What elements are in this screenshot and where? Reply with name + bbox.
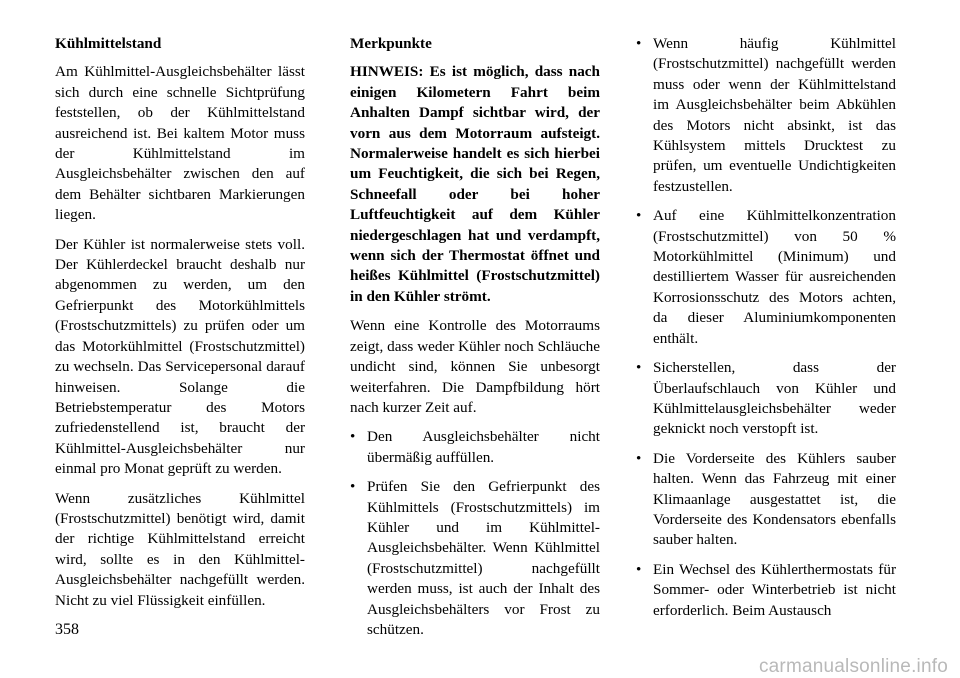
- list-item-text: Ein Wechsel des Kühlerthermostats für Sommer- oder Winterbetrieb ist nicht erforderlich. Beim Austausch: [653, 560, 896, 619]
- paragraph: Am Kühlmittel-Ausgleichsbehälter lässt sich durch eine schnelle Sichtprüfung feststellen, ob der Kühlmittelstand ausreichend ist. Bei kaltem Motor muss der Kühlmittelstand im Ausgleichsbehälter zwischen den auf dem Behälter sichtbaren Markierungen liegen.: [55, 63, 305, 224]
- list-item: [350, 477, 600, 640]
- list-item-text: Den Ausgleichsbehälter nicht übermäßig auffüllen.: [367, 428, 600, 466]
- list-item-text: Wenn häufig Kühlmittel (Frostschutzmittel) nachgefüllt werden muss oder wenn der Kühlmittelstand im Ausgleichsbehälter beim Abkühlen des Motors nicht absinkt, ist das Kühlsystem mittels Drucktest zu prüfen, um eventuelle Undichtigkeiten festzustellen.: [653, 35, 896, 195]
- paragraph: Wenn zusätzliches Kühlmittel (Frostschutzmittel) benötigt wird, damit der richtige Kühlmittelstand erreicht wird, sollte es in den Kühlmittel-Ausgleichsbehälter nachgefüllt werden. Nicht zu viel Flüssigkeit einfüllen.: [55, 489, 305, 609]
- page-number: 358: [55, 621, 79, 638]
- list-item: [636, 449, 896, 551]
- list-item-text: Auf eine Kühlmittelkonzentration (Frostschutzmittel) von 50 % Motorkühlmittel (Minimum) und destilliertem Wasser für ausreichenden Korrosionsschutz des Motors achten, da dieser Aluminiumkomponenten enthält.: [653, 207, 896, 347]
- column-right: [636, 34, 896, 630]
- list-item: [636, 358, 896, 440]
- list-item-text: Die Vorderseite des Kühlers sauber halten. Wenn das Fahrzeug mit einer Klimaanlage ausgestattet ist, die Vorderseite des Kondensators ebenfalls sauber halten.: [653, 449, 896, 549]
- bullet-list: [350, 427, 600, 640]
- bullet-icon: •: [350, 478, 356, 496]
- bullet-icon: •: [636, 560, 642, 578]
- column-middle: [350, 34, 600, 649]
- column-left: [55, 34, 305, 620]
- bullet-icon: •: [636, 207, 642, 225]
- bullet-icon: •: [636, 359, 642, 377]
- watermark-logo: carmanualsonline.info: [758, 656, 948, 677]
- list-item-text: Prüfen Sie den Gefrierpunkt des Kühlmittels (Frostschutzmittels) im Kühler und im Kühlmittel-Ausgleichsbehälter. Wenn Kühlmittel (Frostschutzmittel) nachgefüllt werden muss, ist auch der Inhalt des Ausgleichsbehälters vor Frost zu schützen.: [367, 478, 600, 638]
- bullet-icon: •: [636, 449, 642, 467]
- list-item: [350, 427, 600, 468]
- section-heading-coolant-level: Kühlmittelstand: [55, 35, 162, 52]
- section-heading-key-points: Merkpunkte: [350, 35, 432, 52]
- list-item: [636, 560, 896, 621]
- bullet-icon: •: [350, 428, 356, 446]
- paragraph: Wenn eine Kontrolle des Motorraums zeigt, dass weder Kühler noch Schläuche undicht sind, können Sie unbesorgt weiterfahren. Die Dampfbildung hört nach kurzer Zeit auf.: [350, 317, 600, 416]
- list-item-text: Sicherstellen, dass der Überlaufschlauch von Kühler und Kühlmittelausgleichsbehälter weder geknickt noch verstopft ist.: [653, 359, 896, 438]
- list-item: [636, 206, 896, 349]
- bullet-list: [636, 34, 896, 621]
- bullet-icon: •: [636, 35, 642, 52]
- note-paragraph: HINWEIS: Es ist möglich, dass nach einigen Kilometern Fahrt beim Anhalten Dampf sichtbar wird, der vorn aus dem Motorraum aufsteigt. Normalerweise handelt es sich hierbei um Feuchtigkeit, die sich bei Regen, Schneefall oder bei hoher Luftfeuchtigkeit auf dem Kühler niedergeschlagen hat und verdampft, wenn sich der Thermostat öffnet und heißes Kühlmittel (Frostschutzmittel) in den Kühler strömt.: [350, 63, 600, 305]
- paragraph: Der Kühler ist normalerweise stets voll. Der Kühlerdeckel braucht deshalb nur abgenommen zu werden, um den Gefrierpunkt des Motorkühlmittels (Frostschutzmittels) zu prüfen oder um das Motorkühlmittel (Frostschutzmittel) zu wechseln. Das Servicepersonal darauf hinweisen. Solange die Betriebstemperatur des Motors zufriedenstellend ist, braucht der Kühlmittel-Ausgleichsbehälter nur einmal pro Monat geprüft zu werden.: [55, 235, 305, 478]
- list-item: [636, 34, 896, 197]
